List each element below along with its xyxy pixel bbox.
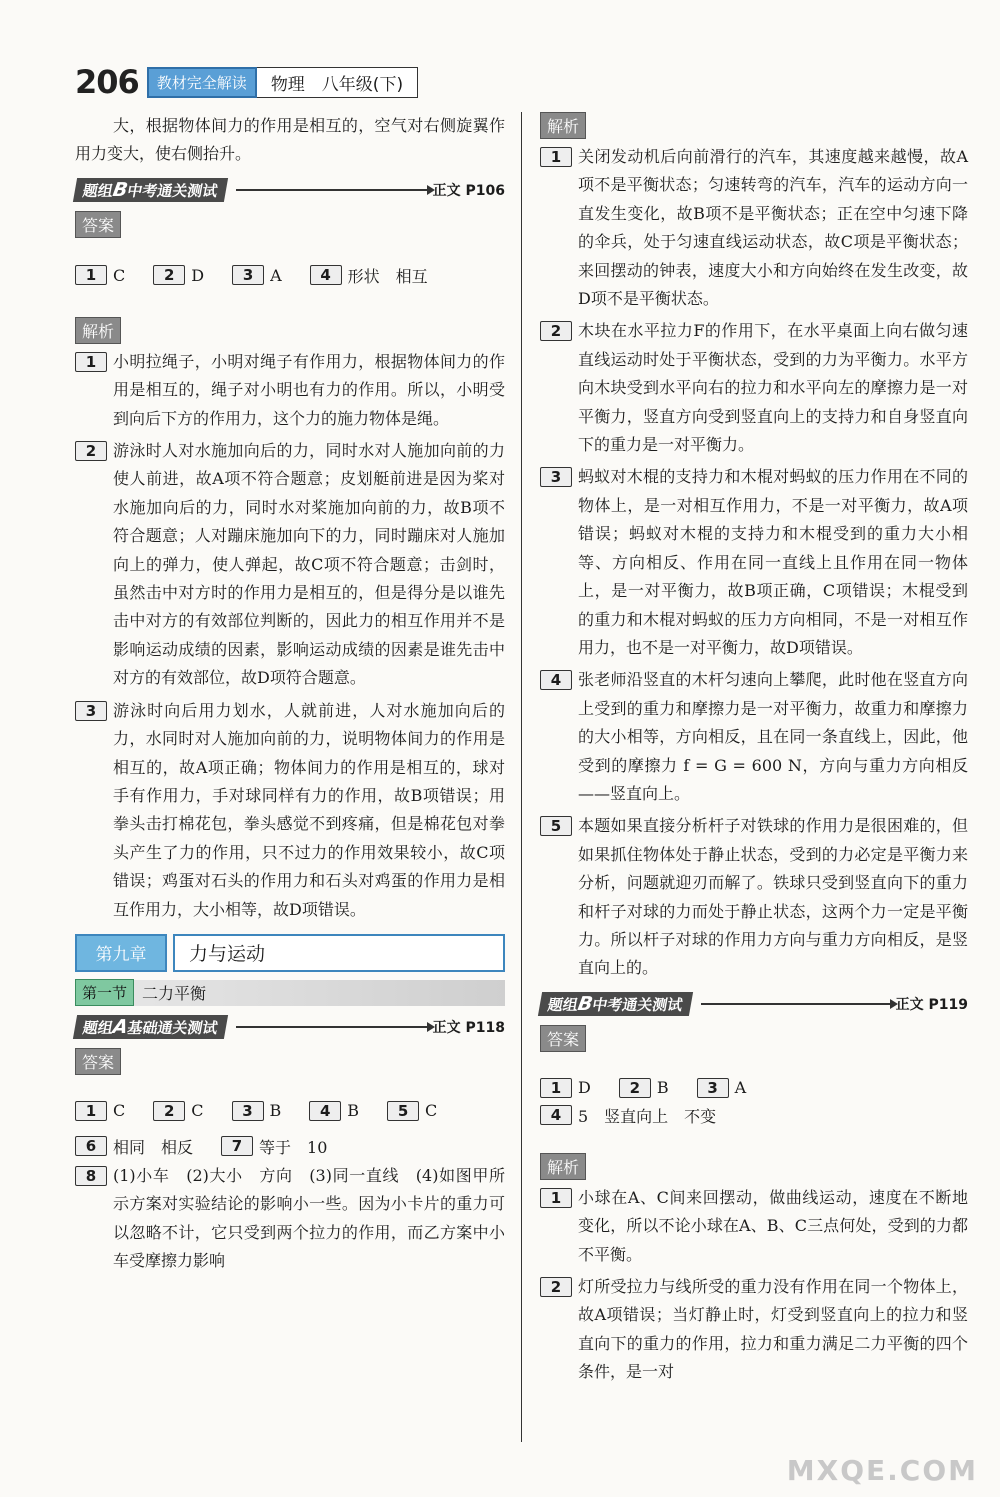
answer-row (75, 1135, 505, 1158)
answer-row (540, 1104, 968, 1127)
text-reference: 正文 P106 (432, 182, 505, 199)
analysis-item: 2 游泳时人对水施加向后的力，同时水对人施加向前的力使人前进，故A项不符合题意；皮划艇前进是因为桨对水施加向后的力，同时水对桨施加向前的力，故B项不符合题意；人对蹦床施加向下的力，同时蹦床对人施加向上的弹力，使人弹起，故C项不符合题意；击剑时，虽然击中对方时的作用力是相互的，但是得分是以谁先击中对方的有效部位判断的，因此力的相互作用并不是影响运动成绩的因素，影响运动成绩的因素是谁先击中对方的有效部位，故D项符合题意。 (75, 437, 505, 693)
analysis-item: 1 小明拉绳子，小明对绳子有作用力，根据物体间力的作用是相互的，绳子对小明也有力的作用。所以，小明受到向后下方的作用力，这个力的施力物体是绳。 (75, 348, 505, 433)
text-reference: 正文 P119 (895, 996, 968, 1013)
answer-row (75, 1101, 505, 1121)
arrow-icon (701, 1003, 892, 1005)
text-reference: 正文 P118 (432, 1019, 505, 1036)
analysis-tag: 解析 (540, 1153, 586, 1180)
answer-item: 1 C (75, 265, 125, 285)
chapter-number: 第九章 (75, 934, 167, 972)
chapter-title: 力与运动 (173, 934, 505, 972)
analysis-item: 2 灯所受拉力与线所受的重力没有作用在同一个物体上，故A项错误；当灯静止时，灯受到竖直向上的拉力和竖直向下的重力的作用，拉力和重力满足二力平衡的四个条件，是一对 (540, 1273, 968, 1387)
answer-item: 3 A (232, 265, 282, 285)
answer-item: 6 相同 相反 (75, 1135, 193, 1158)
answer-item: 4 形状 相互 (310, 264, 428, 287)
analysis-tag: 解析 (75, 317, 121, 344)
arrow-icon (236, 1026, 429, 1028)
group-banner (75, 1016, 505, 1038)
group-banner (75, 179, 505, 201)
column-divider (521, 112, 522, 1442)
answer-item: 3 A (697, 1078, 747, 1098)
chapter-heading (75, 934, 505, 972)
page-header (75, 64, 418, 100)
watermark: MXQE.COM (786, 1454, 978, 1487)
analysis-item: 3 游泳时向后用力划水，人就前进，人对水施加向后的力，水同时对人施加向前的力，说明物体间力的作用是相互的，故A项正确；物体间力的作用是相互的，球对手有作用力，手对球同样有力的作用，故B项错误；用拳头击打棉花包，拳头感觉不到疼痛，但是棉花包对拳头产生了力的作用，只不过力的作用效果较小，故C项错误；鸡蛋对石头的作用力和石头对鸡蛋的作用力是相互作用力，大小相等，故D项错误。 (75, 697, 505, 924)
section-title: 二力平衡 (142, 984, 207, 1004)
answer-tag: 答案 (540, 1025, 586, 1052)
answer-item: 1 C (75, 1101, 125, 1121)
group-label: 题组A基础通关测试 (73, 1015, 228, 1039)
analysis-item: 3 蚂蚁对木棍的支持力和木棍对蚂蚁的压力作用在不同的物体上，是一对相互作用力，不是一对平衡力，故A项错误；蚂蚁对木棍的支持力和木棍受到的重力大小相等、方向相反、作用在同一直线上且作用在同一物体上，是一对平衡力，故B项正确，C项错误；木棍受到的重力和木棍对蚂蚁的压力方向相同，不是一对相互作用力，也不是一对平衡力，故D项错误。 (540, 463, 968, 662)
answer-tag: 答案 (75, 1048, 121, 1075)
answer-item: 2 D (153, 265, 204, 285)
answer-row (75, 264, 505, 287)
answer-item: 7 等于 10 (221, 1135, 327, 1158)
left-column (75, 112, 505, 1276)
analysis-item: 2 木块在水平拉力F的作用下，在水平桌面上向右做匀速直线运动时处于平衡状态，受到的力为平衡力。水平方向木块受到水平向右的拉力和水平向左的摩擦力是一对平衡力，竖直方向受到竖直向上的支持力和自身竖直向下的重力是一对平衡力。 (540, 317, 968, 459)
answer-item: 2 C (153, 1101, 203, 1121)
answer-item: 4 5 竖直向上 不变 (540, 1104, 716, 1127)
analysis-item: 4 张老师沿竖直的木杆匀速向上攀爬，此时他在竖直方向上受到的重力和摩擦力是一对平衡力，故重力和摩擦力的大小相等，方向相反，且在同一条直线上，因此，他受到的摩擦力 f = G = 600 N，方向与重力方向相反——竖直向上。 (540, 666, 968, 808)
answer-tag: 答案 (75, 211, 121, 238)
arrow-icon (236, 189, 429, 191)
answer-item: 3 B (232, 1101, 282, 1121)
analysis-item: 1 小球在A、C间来回摆动，做曲线运动，速度在不断地变化，所以不论小球在A、B、C三点何处，受到的力都不平衡。 (540, 1184, 968, 1269)
continued-text: 大，根据物体间力的作用是相互的，空气对右侧旋翼作用力变大，使右侧抬升。 (75, 116, 505, 164)
section-number: 第一节 (75, 979, 134, 1006)
answer-item-8: 8 (1)小车 (2)大小 方向 (3)同一直线 (4)如图甲所示方案对实验结论的影响小一些。因为小卡片的重力可以忽略不计，它只受到两个拉力的作用，而乙方案中小车受摩擦力影响 (75, 1162, 505, 1276)
group-label: 题组B中考通关测试 (73, 178, 228, 202)
right-column (540, 112, 968, 1387)
page-number: 206 (75, 63, 139, 101)
answer-row (540, 1078, 968, 1098)
answer-item: 2 B (619, 1078, 669, 1098)
analysis-item: 5 本题如果直接分析杆子对铁球的作用力是很困难的，但如果抓住物体处于静止状态，受到的力必定是平衡力来分析，问题就迎刃而解了。铁球只受到竖直向下的重力和杆子对球的力而处于静止状态，这两个力一定是平衡力。所以杆子对球的作用力方向与重力方向相反，是竖直向上的。 (540, 812, 968, 982)
answer-item: 4 B (309, 1101, 359, 1121)
analysis-item: 1 关闭发动机后向前滑行的汽车，其速度越来越慢，故A项不是平衡状态；匀速转弯的汽车，汽车的运动方向一直发生变化，故B项不是平衡状态；正在空中匀速下降的伞兵，处于匀速直线运动状态，故C项是平衡状态；来回摆动的钟表，速度大小和方向始终在发生改变，故D项不是平衡状态。 (540, 143, 968, 313)
analysis-tag: 解析 (540, 112, 586, 139)
answer-item: 5 C (387, 1101, 437, 1121)
group-banner (540, 993, 968, 1015)
group-label: 题组B中考通关测试 (538, 992, 693, 1016)
section-heading (75, 980, 505, 1006)
subject-label: 物理 八年级(下) (257, 67, 418, 98)
answer-item: 1 D (540, 1078, 591, 1098)
book-title: 教材完全解读 (147, 67, 257, 98)
